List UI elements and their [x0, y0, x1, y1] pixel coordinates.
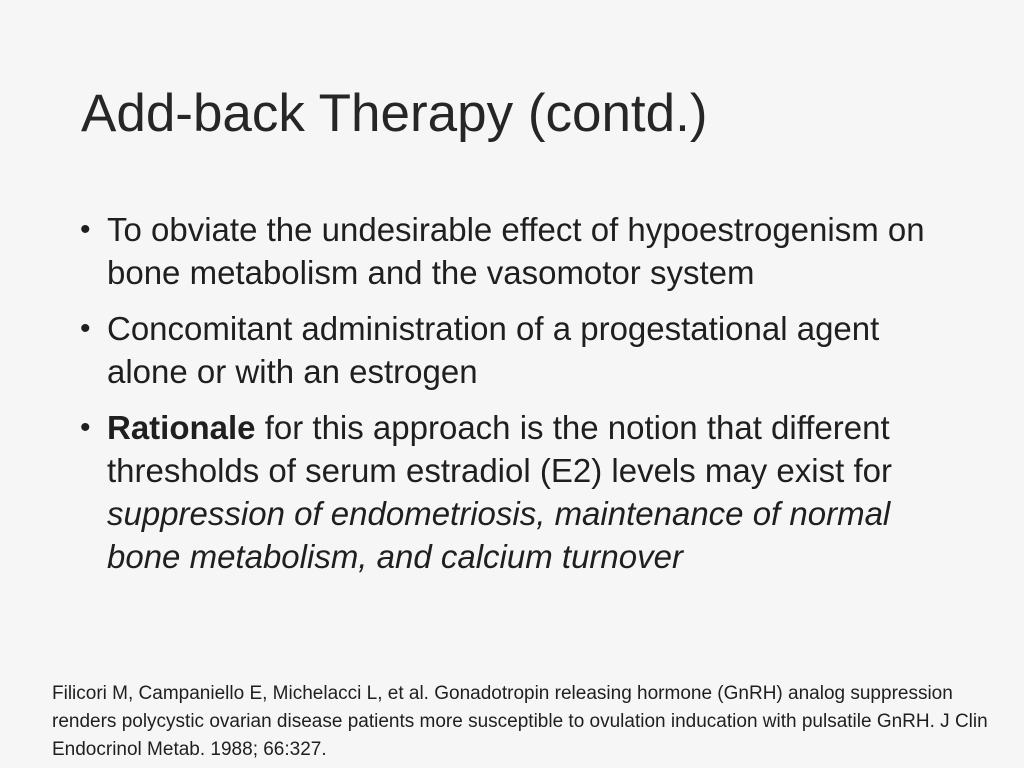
bullet-item-2	[78, 307, 938, 393]
slide-title: Add-back Therapy (contd.)	[81, 84, 708, 143]
reference-citation: Filicori M, Campaniello E, Michelacci L, et al. Gonadotropin releasing hormone (GnRH) analog suppression renders polycystic ovarian disease patients more susceptible to ovulation inducation with pulsatile GnRH. J Clin Endocrinol Metab. 1988; 66:327.	[52, 683, 988, 760]
bullet-marker: •	[80, 213, 91, 246]
bullet-item-1	[78, 208, 938, 294]
bullet-italic-text: suppression of endometriosis, maintenance of normal bone metabolism, and calcium turnover	[107, 495, 891, 575]
bullet-marker: •	[80, 411, 91, 444]
bullet-text: To obviate the undesirable effect of hypoestrogenism on bone metabolism and the vasomotor system	[107, 211, 925, 291]
bullet-list	[78, 208, 938, 591]
bullet-bold-term: Rationale	[107, 409, 256, 446]
bullet-text: for this approach is the notion that different thresholds of serum estradiol (E2) levels may exist for	[107, 409, 892, 489]
bullet-item-3	[78, 406, 938, 578]
bullet-text: Concomitant administration of a progestational agent alone or with an estrogen	[107, 310, 880, 390]
bullet-marker: •	[80, 312, 91, 345]
